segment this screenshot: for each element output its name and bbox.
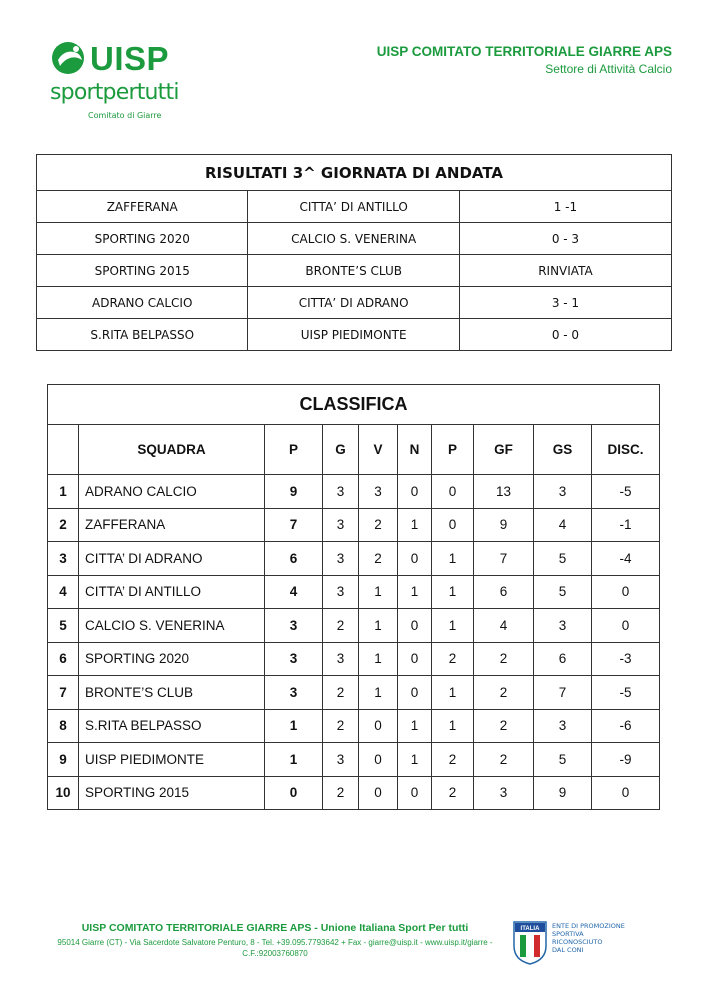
cell-played: 3 <box>323 743 359 777</box>
cell-played: 2 <box>323 609 359 643</box>
cell-discipline: -1 <box>592 508 660 542</box>
cell-goals-against: 9 <box>534 776 592 810</box>
cell-team: CITTA’ DI ANTILLO <box>79 575 265 609</box>
footer <box>40 922 510 959</box>
cell-goals-for: 2 <box>474 709 534 743</box>
table-row <box>37 191 672 223</box>
footer-org-line: UISP COMITATO TERRITORIALE GIARRE APS - Unione Italiana Sport Per tutti <box>81 922 469 934</box>
cell-lost: 2 <box>432 776 474 810</box>
cell-won: 3 <box>359 475 398 509</box>
col-header-points: P <box>265 425 323 475</box>
logo-wordmark: UISP <box>90 40 170 77</box>
col-header-rank <box>48 425 79 475</box>
cell-won: 1 <box>359 642 398 676</box>
cell-drawn: 0 <box>398 676 432 710</box>
cell-drawn: 1 <box>398 508 432 542</box>
table-row <box>37 223 672 255</box>
cell-rank: 10 <box>48 776 79 810</box>
cell-drawn: 0 <box>398 609 432 643</box>
score: RINVIATA <box>459 255 671 287</box>
cell-won: 2 <box>359 508 398 542</box>
cell-won: 0 <box>359 743 398 777</box>
cell-drawn: 1 <box>398 709 432 743</box>
coni-badge <box>512 920 672 970</box>
cell-team: BRONTE’S CLUB <box>79 676 265 710</box>
cell-discipline: 0 <box>592 575 660 609</box>
cell-discipline: -6 <box>592 709 660 743</box>
cell-rank: 8 <box>48 709 79 743</box>
coni-label: ITALIA <box>520 926 540 932</box>
table-row <box>48 609 660 643</box>
cell-team: ADRANO CALCIO <box>79 475 265 509</box>
table-row <box>48 575 660 609</box>
away-team: BRONTE’S CLUB <box>248 255 459 287</box>
cell-points: 3 <box>265 676 323 710</box>
cell-team: ZAFFERANA <box>79 508 265 542</box>
table-row <box>37 255 672 287</box>
cell-team: S.RITA BELPASSO <box>79 709 265 743</box>
cell-played: 2 <box>323 776 359 810</box>
org-subtitle: Settore di Attività Calcio <box>545 62 672 76</box>
cell-lost: 2 <box>432 642 474 676</box>
cell-discipline: -3 <box>592 642 660 676</box>
cell-discipline: -5 <box>592 475 660 509</box>
away-team: UISP PIEDIMONTE <box>248 319 459 351</box>
cell-drawn: 0 <box>398 542 432 576</box>
cell-played: 2 <box>323 709 359 743</box>
cell-played: 3 <box>323 475 359 509</box>
footer-tax-code: C.F.:92003760870 <box>242 949 308 958</box>
org-title: UISP COMITATO TERRITORIALE GIARRE APS <box>376 44 672 59</box>
cell-lost: 1 <box>432 542 474 576</box>
standings-header-row <box>48 425 660 475</box>
cell-played: 3 <box>323 575 359 609</box>
cell-won: 0 <box>359 709 398 743</box>
cell-points: 1 <box>265 709 323 743</box>
score: 3 - 1 <box>459 287 671 319</box>
score: 0 - 3 <box>459 223 671 255</box>
cell-goals-against: 7 <box>534 676 592 710</box>
cell-rank: 1 <box>48 475 79 509</box>
cell-won: 2 <box>359 542 398 576</box>
cell-discipline: -4 <box>592 542 660 576</box>
cell-goals-for: 6 <box>474 575 534 609</box>
cell-goals-for: 2 <box>474 743 534 777</box>
standings-table <box>47 384 660 810</box>
cell-goals-for: 9 <box>474 508 534 542</box>
col-header-team: SQUADRA <box>79 425 265 475</box>
cell-lost: 1 <box>432 709 474 743</box>
cell-points: 9 <box>265 475 323 509</box>
cell-goals-for: 2 <box>474 642 534 676</box>
results-title: RISULTATI 3^ GIORNATA DI ANDATA <box>37 155 672 191</box>
cell-team: SPORTING 2015 <box>79 776 265 810</box>
cell-team: CALCIO S. VENERINA <box>79 609 265 643</box>
home-team: S.RITA BELPASSO <box>37 319 248 351</box>
cell-drawn: 1 <box>398 575 432 609</box>
cell-rank: 4 <box>48 575 79 609</box>
logo-tagline: sportpertutti <box>50 80 179 105</box>
cell-won: 0 <box>359 776 398 810</box>
cell-team: SPORTING 2020 <box>79 642 265 676</box>
uisp-logo <box>50 40 200 125</box>
cell-drawn: 1 <box>398 743 432 777</box>
logo-committee: Comitato di Giarre <box>88 111 162 120</box>
cell-lost: 0 <box>432 475 474 509</box>
table-row <box>48 542 660 576</box>
cell-drawn: 0 <box>398 475 432 509</box>
away-team: CITTA’ DI ANTILLO <box>248 191 459 223</box>
score: 0 - 0 <box>459 319 671 351</box>
cell-drawn: 0 <box>398 776 432 810</box>
uisp-runner-icon <box>50 40 90 76</box>
cell-points: 0 <box>265 776 323 810</box>
cell-discipline: -5 <box>592 676 660 710</box>
home-team: SPORTING 2015 <box>37 255 248 287</box>
cell-rank: 3 <box>48 542 79 576</box>
footer-address: 95014 Giarre (CT) - Via Sacerdote Salvatore Penturo, 8 - Tel. +39.095.7793642 + Fax - giarre@uisp.it - www.uisp.it/giarre - <box>57 938 493 947</box>
table-row <box>48 508 660 542</box>
results-table <box>36 154 672 351</box>
cell-points: 3 <box>265 609 323 643</box>
cell-drawn: 0 <box>398 642 432 676</box>
standings-title: CLASSIFICA <box>48 385 660 425</box>
cell-played: 2 <box>323 676 359 710</box>
cell-goals-against: 4 <box>534 508 592 542</box>
cell-rank: 7 <box>48 676 79 710</box>
cell-points: 7 <box>265 508 323 542</box>
cell-played: 3 <box>323 642 359 676</box>
home-team: ZAFFERANA <box>37 191 248 223</box>
cell-goals-for: 3 <box>474 776 534 810</box>
cell-played: 3 <box>323 508 359 542</box>
cell-discipline: 0 <box>592 609 660 643</box>
cell-discipline: -9 <box>592 743 660 777</box>
cell-won: 1 <box>359 609 398 643</box>
col-header-played: G <box>323 425 359 475</box>
cell-team: UISP PIEDIMONTE <box>79 743 265 777</box>
cell-lost: 0 <box>432 508 474 542</box>
col-header-drawn: N <box>398 425 432 475</box>
cell-points: 1 <box>265 743 323 777</box>
cell-goals-for: 13 <box>474 475 534 509</box>
table-row <box>48 475 660 509</box>
cell-goals-for: 4 <box>474 609 534 643</box>
cell-lost: 1 <box>432 575 474 609</box>
cell-goals-for: 7 <box>474 542 534 576</box>
cell-goals-against: 3 <box>534 475 592 509</box>
cell-goals-against: 5 <box>534 743 592 777</box>
score: 1 -1 <box>459 191 671 223</box>
cell-rank: 9 <box>48 743 79 777</box>
away-team: CALCIO S. VENERINA <box>248 223 459 255</box>
col-header-discipline: DISC. <box>592 425 660 475</box>
home-team: ADRANO CALCIO <box>37 287 248 319</box>
table-row <box>48 776 660 810</box>
cell-goals-against: 3 <box>534 709 592 743</box>
cell-points: 4 <box>265 575 323 609</box>
cell-goals-for: 2 <box>474 676 534 710</box>
cell-played: 3 <box>323 542 359 576</box>
cell-lost: 1 <box>432 609 474 643</box>
cell-goals-against: 6 <box>534 642 592 676</box>
cell-discipline: 0 <box>592 776 660 810</box>
cell-won: 1 <box>359 575 398 609</box>
cell-lost: 1 <box>432 676 474 710</box>
table-row <box>37 287 672 319</box>
col-header-goals-for: GF <box>474 425 534 475</box>
away-team: CITTA’ DI ADRANO <box>248 287 459 319</box>
col-header-goals-against: GS <box>534 425 592 475</box>
table-row <box>48 709 660 743</box>
table-row <box>48 642 660 676</box>
cell-rank: 5 <box>48 609 79 643</box>
cell-lost: 2 <box>432 743 474 777</box>
cell-goals-against: 3 <box>534 609 592 643</box>
coni-text: ENTE DI PROMOZIONE SPORTIVA RICONOSCIUTO DAL CONI <box>552 922 625 954</box>
home-team: SPORTING 2020 <box>37 223 248 255</box>
col-header-lost: P <box>432 425 474 475</box>
table-row <box>37 319 672 351</box>
cell-won: 1 <box>359 676 398 710</box>
cell-goals-against: 5 <box>534 542 592 576</box>
table-row <box>48 676 660 710</box>
table-row <box>48 743 660 777</box>
cell-rank: 2 <box>48 508 79 542</box>
cell-team: CITTA’ DI ADRANO <box>79 542 265 576</box>
cell-rank: 6 <box>48 642 79 676</box>
coni-shield-icon <box>512 920 548 966</box>
cell-goals-against: 5 <box>534 575 592 609</box>
cell-points: 6 <box>265 542 323 576</box>
cell-points: 3 <box>265 642 323 676</box>
col-header-won: V <box>359 425 398 475</box>
